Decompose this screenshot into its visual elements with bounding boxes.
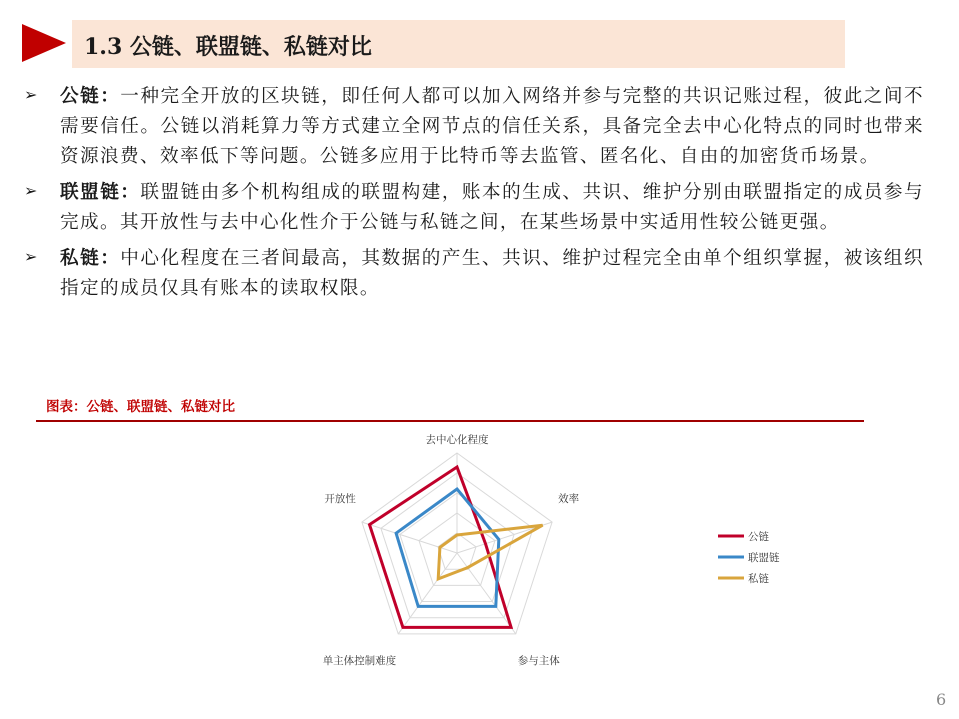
legend-label: 联盟链 (748, 552, 780, 564)
bullet-text: 一种完全开放的区块链，即任何人都可以加入网络并参与完整的共识记账过程，彼此之间不需要信任。公链以消耗算力等方式建立全网节点的信任关系，具备完全去中心化特点的同时也带来资源浪费、效率低下等问题。公链多应用于比特币等去监管、匿名化、自由的加密货币场景。 (60, 86, 924, 167)
radar-axis-line (457, 553, 516, 634)
radar-axis-label: 参与主体 (517, 654, 560, 667)
bullet-term: 联盟链： (60, 182, 141, 203)
legend-label: 公链 (748, 531, 769, 543)
bullet-term: 公链： (60, 86, 121, 107)
radar-axis-label: 单主体控制难度 (322, 654, 397, 667)
arrow-bullet-icon: ➢ (24, 247, 38, 266)
radar-axis-label: 效率 (558, 493, 580, 506)
bullet-text: 中心化程度在三者间最高，其数据的产生、共识、维护过程完全由单个组织掌握，被该组织指定的成员仅具有账本的读取权限。 (60, 248, 924, 299)
legend-label: 私链 (748, 573, 769, 585)
page-number: 6 (936, 690, 947, 709)
radar-axis-label: 开放性 (324, 493, 356, 506)
bullet-text: 联盟链由多个机构组成的联盟构建，账本的生成、共识、维护分别由联盟指定的成员参与完成。其开放性与去中心化性介于公链与私链之间，在某些场景中实适用性较公链更强。 (60, 182, 924, 233)
radar-axis-label: 去中心化程度 (425, 434, 489, 446)
arrow-bullet-icon: ➢ (24, 181, 38, 200)
page-title: 1.3 公链、联盟链、私链对比 (84, 34, 372, 60)
bullet-term: 私链： (60, 248, 121, 269)
chart-caption: 图表：公链、联盟链、私链对比 (46, 399, 235, 415)
arrow-bullet-icon: ➢ (24, 85, 38, 104)
